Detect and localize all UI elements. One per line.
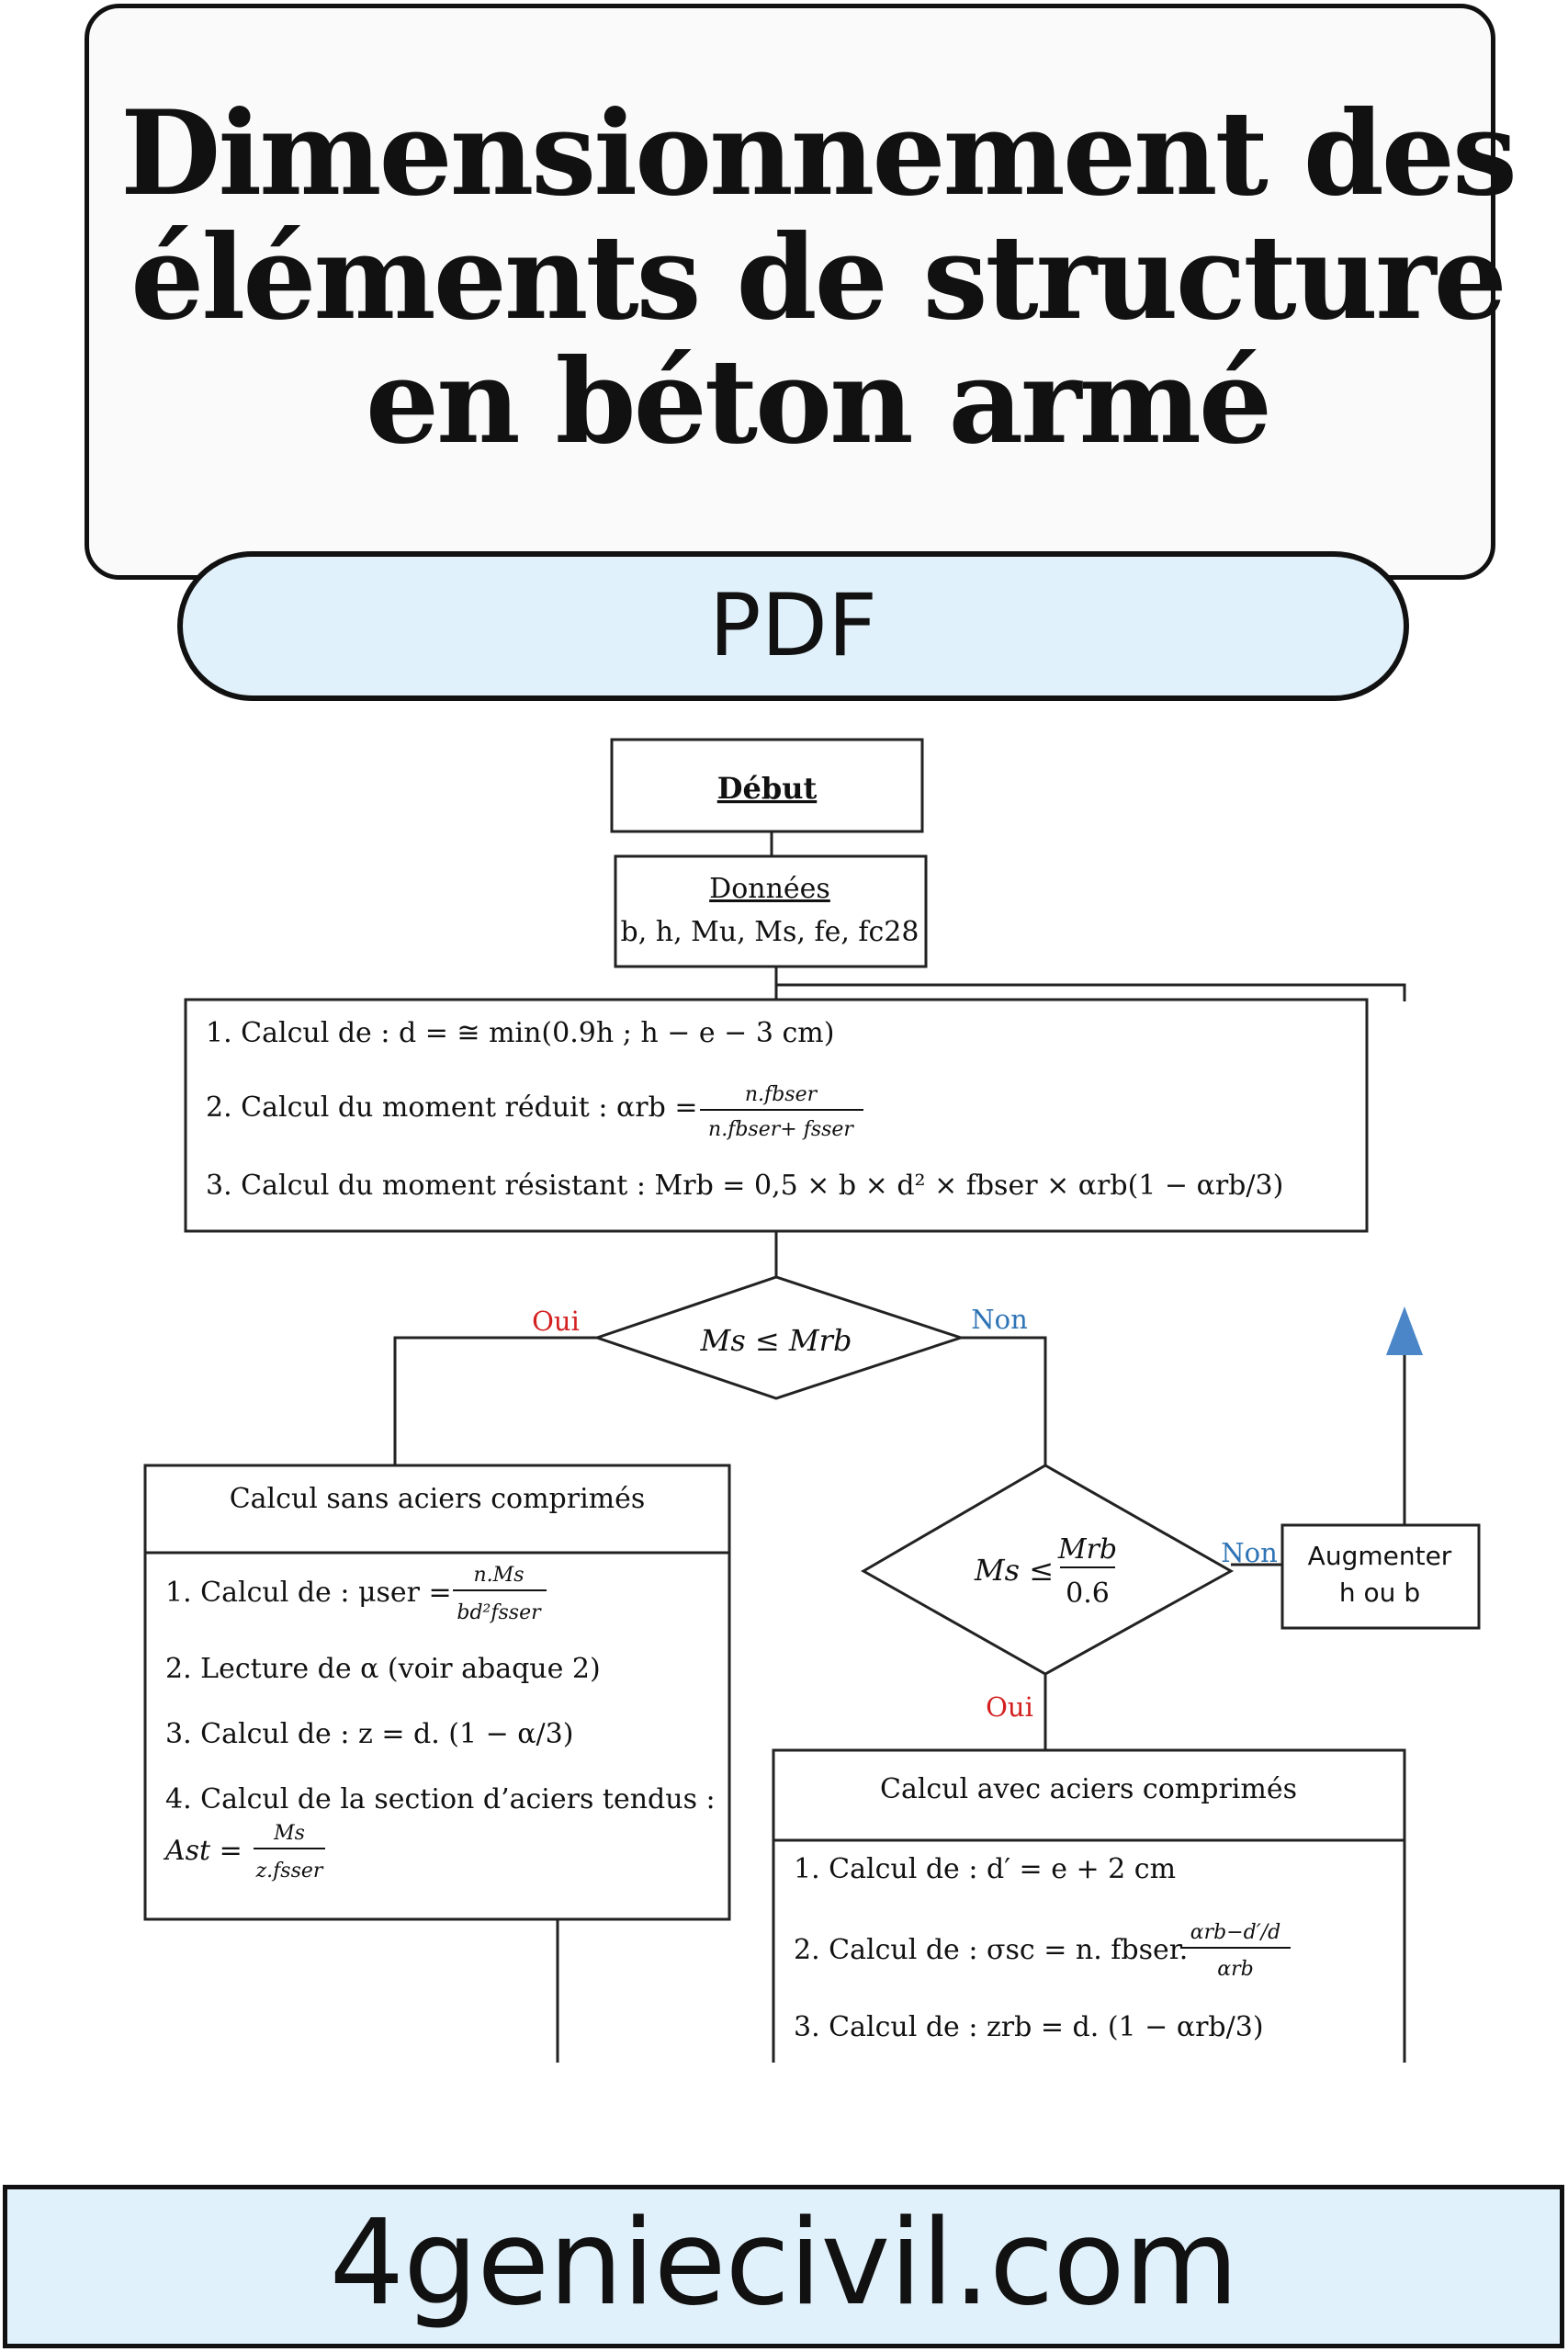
decision-1-no: Non — [971, 1304, 1028, 1335]
left-step-3: 3. Calcul de : z = d. (1 − α/3) — [165, 1718, 574, 1750]
start-label: Début — [716, 771, 818, 806]
increase-line-1: Augmenter — [1307, 1541, 1452, 1571]
decision-2-no: Non — [1221, 1537, 1278, 1568]
right-step-3: 3. Calcul de : zrb = d. (1 − αrb/3) — [794, 2011, 1264, 2043]
connector-no-down — [961, 1338, 1045, 1465]
right-step-1: 1. Calcul de : d′ = e + 2 cm — [794, 1853, 1177, 1885]
increase-line-2: h ou b — [1338, 1577, 1421, 1608]
calc-step-2-label: 2. Calcul du moment réduit : αrb = — [206, 1091, 698, 1124]
right-step-2-num: αrb−d′/d — [1190, 1921, 1281, 1944]
left-step-1-num: n.Ms — [473, 1564, 525, 1587]
title-line-2: éléments de structure — [130, 209, 1505, 345]
right-step-2-den: αrb — [1217, 1958, 1254, 1981]
decision-2-den: 0.6 — [1066, 1577, 1110, 1610]
connector-yes-left — [395, 1338, 597, 1465]
title-line-3: en béton armé — [365, 334, 1270, 469]
decision-2-left: Ms ≤ — [974, 1553, 1055, 1588]
data-title: Données — [709, 873, 830, 905]
calc-step-2-den: n.fbser+ fsser — [708, 1118, 853, 1141]
calc-step-2-num: n.fbser — [744, 1083, 818, 1106]
calc-step-1: 1. Calcul de : d = ≅ min(0.9h ; h − e − 3 cm) — [206, 1017, 835, 1049]
decision-2-yes: Oui — [986, 1691, 1033, 1723]
left-step-4: 4. Calcul de la section d’aciers tendus : — [165, 1783, 716, 1815]
pdf-badge-label: PDF — [708, 576, 878, 676]
decision-1-label: Ms ≤ Mrb — [700, 1323, 852, 1358]
left-step-4b-label: Ast = — [165, 1835, 243, 1867]
title-line-1: Dimensionnement des — [120, 85, 1515, 221]
left-box-title: Calcul sans aciers comprimés — [229, 1483, 646, 1515]
left-step-4b-den: z.fsser — [255, 1860, 323, 1883]
right-box-title: Calcul avec aciers comprimés — [880, 1773, 1297, 1805]
arrow-up-icon — [1386, 1306, 1423, 1355]
left-step-2: 2. Lecture de α (voir abaque 2) — [165, 1653, 601, 1685]
left-step-1-den: bd²fsser — [457, 1601, 541, 1624]
left-step-4b-num: Ms — [274, 1822, 305, 1845]
data-values: b, h, Mu, Ms, fe, fc28 — [620, 916, 919, 948]
right-step-2-label: 2. Calcul de : σsc = n. fbser. — [794, 1934, 1189, 1966]
calc-step-3: 3. Calcul du moment résistant : Mrb = 0,5 × b × d² × fbser × αrb(1 − αrb/3) — [206, 1170, 1284, 1202]
left-step-1-label: 1. Calcul de : μser = — [165, 1577, 452, 1609]
decision-1-yes: Oui — [532, 1306, 580, 1337]
decision-2-num: Mrb — [1057, 1533, 1118, 1566]
footer-site-link[interactable]: 4geniecivil.com — [329, 2195, 1238, 2332]
